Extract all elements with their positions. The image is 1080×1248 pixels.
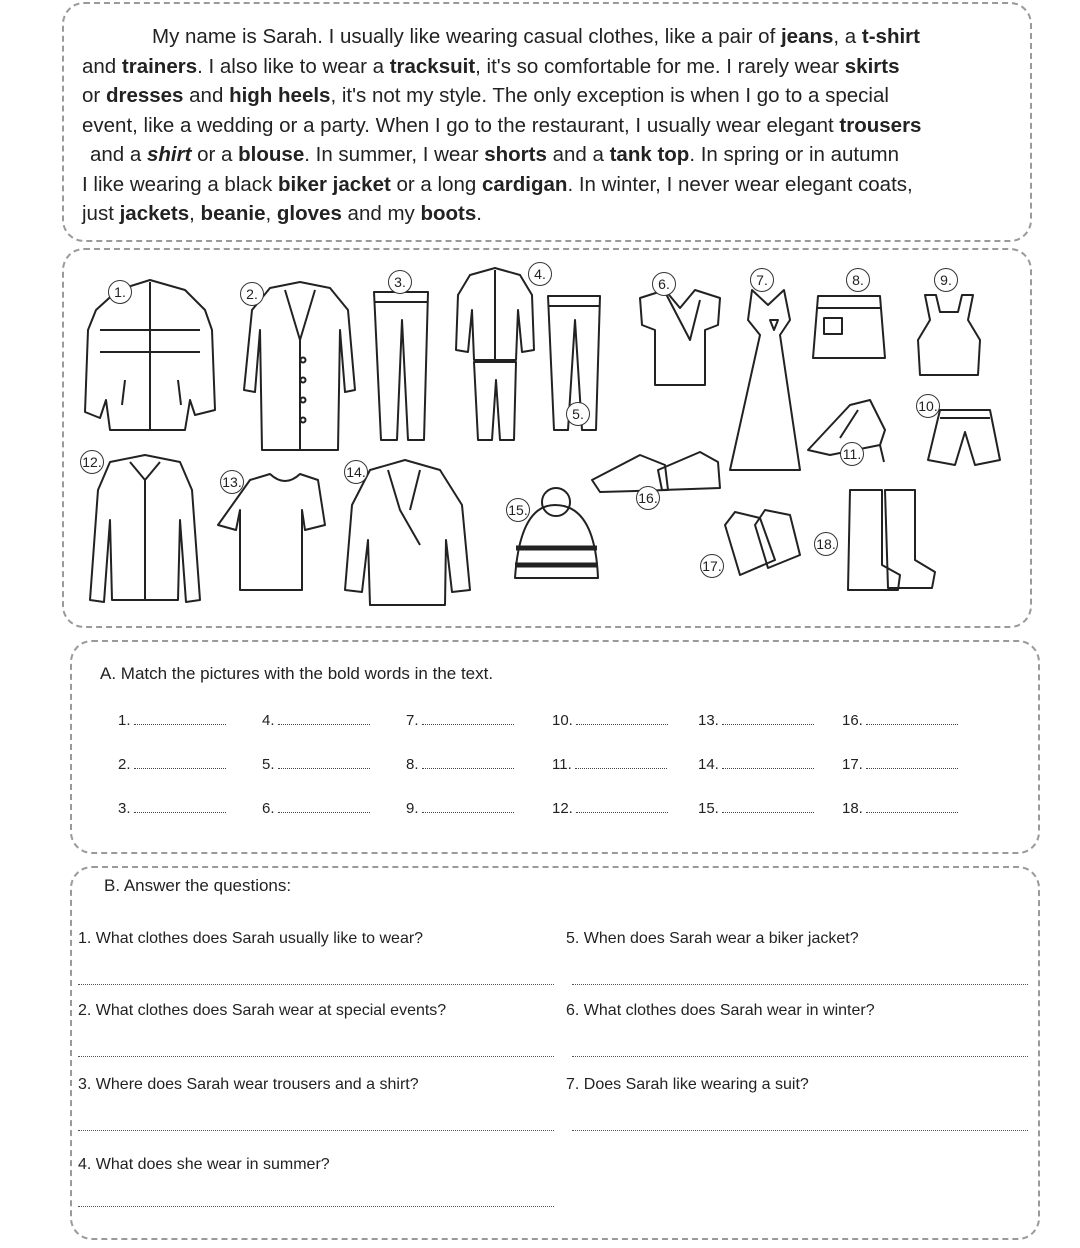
answer-item: 5. <box>262 756 370 773</box>
answer-blank[interactable] <box>866 812 958 813</box>
picture-number: 13. <box>220 470 244 494</box>
bold-word: skirts <box>844 54 900 78</box>
answer-line[interactable] <box>572 1130 1028 1131</box>
question-5: 5. When does Sarah wear a biker jacket? <box>566 930 859 947</box>
trousers-illustration <box>374 292 428 440</box>
shorts-illustration <box>928 410 1000 465</box>
dress-illustration <box>730 290 800 470</box>
picture-number: 8. <box>846 268 870 292</box>
answer-blank[interactable] <box>576 812 668 813</box>
answer-blank[interactable] <box>722 768 814 769</box>
text-line-1: My name is Sarah. I usually like wearing casual clothes, like a pair of jeans, a t-shirt <box>152 25 920 48</box>
answer-item: 2. <box>118 756 226 773</box>
bold-word: biker jacket <box>277 172 391 196</box>
picture-number: 12. <box>80 450 104 474</box>
question-1: 1. What clothes does Sarah usually like to wear? <box>78 930 424 947</box>
picture-number: 7. <box>750 268 774 292</box>
picture-number: 2. <box>240 282 264 306</box>
answer-blank[interactable] <box>422 724 514 725</box>
bold-word: jackets <box>119 202 190 225</box>
picture-number: 5. <box>566 402 590 426</box>
jacket-illustration <box>85 280 215 430</box>
answer-blank[interactable] <box>866 768 958 769</box>
boots-illustration <box>848 490 935 590</box>
answer-blank[interactable] <box>278 724 370 725</box>
bold-word: dresses <box>105 84 184 107</box>
picture-number: 17. <box>700 554 724 578</box>
bold-word: beanie <box>200 202 266 225</box>
picture-number: 4. <box>528 262 552 286</box>
question-6: 6. What clothes does Sarah wear in winter? <box>566 1002 875 1019</box>
bold-word: shirt <box>147 143 192 166</box>
section-b-box <box>70 866 1040 1240</box>
question-3: 3. Where does Sarah wear trousers and a shirt? <box>78 1076 419 1093</box>
picture-number: 15. <box>506 498 530 522</box>
answer-blank[interactable] <box>134 724 226 725</box>
tank-top-illustration <box>918 295 980 375</box>
bold-word: jeans <box>780 25 834 48</box>
bold-word: trainers <box>121 54 198 78</box>
answer-blank[interactable] <box>722 724 814 725</box>
answer-item: 3. <box>118 800 226 817</box>
bold-word: gloves <box>276 202 342 225</box>
picture-number: 16. <box>636 486 660 510</box>
answer-blank[interactable] <box>278 768 370 769</box>
bold-word: t-shirt <box>861 25 920 48</box>
question-7: 7. Does Sarah like wearing a suit? <box>566 1076 809 1093</box>
picture-number: 18. <box>814 532 838 556</box>
answer-item: 1. <box>118 712 226 729</box>
answer-item: 9. <box>406 800 514 817</box>
answer-item: 18. <box>842 800 958 817</box>
text-line-2: and trainers. I also like to wear a tracksuit, it's so comfortable for me. I rarely wear skirts <box>82 54 900 78</box>
answer-item: 16. <box>842 712 958 729</box>
text-line-6: I like wearing a black biker jacket or a long cardigan. In winter, I never wear elegant coats, <box>82 172 913 196</box>
answer-blank[interactable] <box>576 724 668 725</box>
picture-number: 3. <box>388 270 412 294</box>
answer-line[interactable] <box>572 1056 1028 1057</box>
answer-item: 13. <box>698 712 814 729</box>
answer-item: 6. <box>262 800 370 817</box>
answer-blank[interactable] <box>722 812 814 813</box>
picture-number: 14. <box>344 460 368 484</box>
biker-jacket-illustration <box>345 460 470 605</box>
answer-blank[interactable] <box>278 812 370 813</box>
question-4: 4. What does she wear in summer? <box>78 1156 330 1173</box>
answer-line[interactable] <box>78 984 554 985</box>
blouse-illustration <box>640 290 720 385</box>
picture-number: 10. <box>916 394 940 418</box>
answer-blank[interactable] <box>134 812 226 813</box>
answer-item: 7. <box>406 712 514 729</box>
section-a-heading: A. Match the pictures with the bold words in the text. <box>100 664 494 683</box>
cardigan-illustration <box>244 282 355 450</box>
shirt-illustration <box>90 455 200 602</box>
bold-word: blouse <box>238 143 305 166</box>
text-line-5: and a shirt or a blouse. In summer, I wear shorts and a tank top. In spring or in autumn <box>90 143 899 166</box>
section-b-heading: B. Answer the questions: <box>104 876 292 895</box>
answer-line[interactable] <box>78 1206 554 1207</box>
answer-item: 12. <box>552 800 668 817</box>
bold-word: trousers <box>839 113 922 137</box>
answer-blank[interactable] <box>422 812 514 813</box>
answer-line[interactable] <box>78 1056 554 1057</box>
answer-item: 15. <box>698 800 814 817</box>
answer-item: 11. <box>552 756 667 773</box>
picture-number: 6. <box>652 272 676 296</box>
answer-line[interactable] <box>78 1130 554 1131</box>
bold-word: tank top <box>609 143 690 166</box>
text-line-3: or dresses and high heels, it's not my style. The only exception is when I go to a special <box>82 84 889 107</box>
text-line-7: just jackets, beanie, gloves and my boots. <box>82 202 482 225</box>
picture-number: 1. <box>108 280 132 304</box>
skirt-illustration <box>813 296 885 358</box>
question-2: 2. What clothes does Sarah wear at special events? <box>78 1002 447 1019</box>
answer-item: 10. <box>552 712 668 729</box>
bold-word: boots <box>420 202 477 225</box>
answer-item: 14. <box>698 756 814 773</box>
tracksuit-illustration <box>456 268 534 440</box>
bold-word: high heels <box>229 84 331 107</box>
picture-number: 11. <box>840 442 864 466</box>
answer-blank[interactable] <box>866 724 958 725</box>
bold-word: cardigan <box>481 172 568 196</box>
bold-word: tracksuit <box>389 54 476 78</box>
text-line-4: event, like a wedding or a party. When I go to the restaurant, I usually wear elegant trousers <box>82 113 922 137</box>
trainers-illustration <box>592 452 720 492</box>
answer-blank[interactable] <box>134 768 226 769</box>
gloves-illustration <box>725 510 800 575</box>
answer-blank[interactable] <box>575 768 667 769</box>
bold-word: shorts <box>484 143 547 166</box>
answer-blank[interactable] <box>422 768 514 769</box>
picture-number: 9. <box>934 268 958 292</box>
answer-line[interactable] <box>572 984 1028 985</box>
answer-item: 4. <box>262 712 370 729</box>
answer-item: 8. <box>406 756 514 773</box>
answer-item: 17. <box>842 756 958 773</box>
